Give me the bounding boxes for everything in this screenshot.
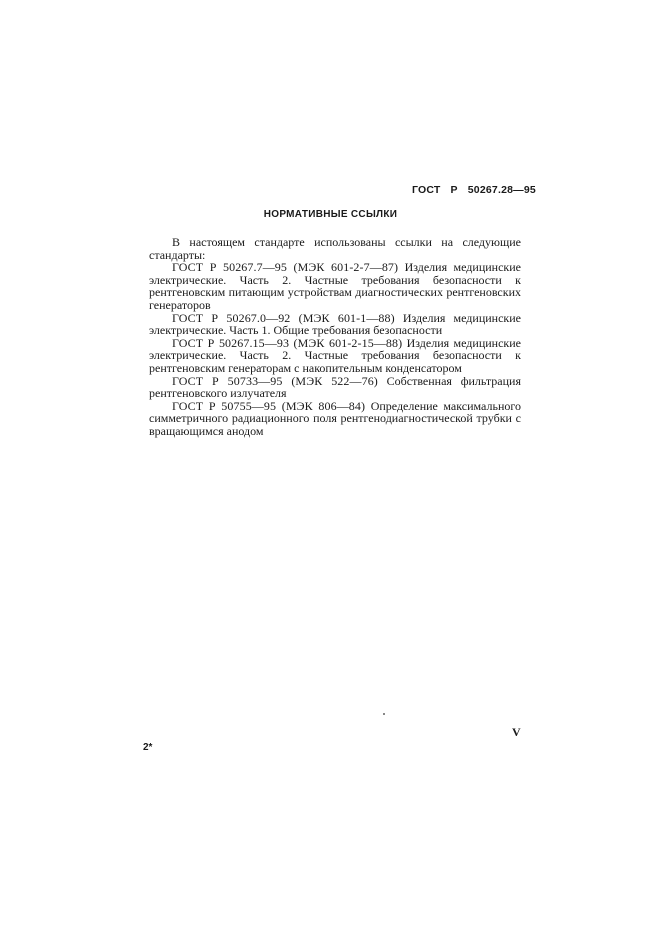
header-standard-number: 50267.28—95 — [467, 184, 536, 196]
reference-text: Изделия медицинские электрические. Часть 2. Частные требования безопасности к рентгеновским генераторам с накопительным конденсатором — [149, 335, 521, 375]
scan-speck — [383, 713, 385, 715]
reference-code: ГОСТ Р 50267.0—92 (МЭК 601-1—88) — [172, 310, 395, 325]
reference-code: ГОСТ Р 50755—95 (МЭК 806—84) — [172, 398, 366, 413]
reference-code: ГОСТ Р 50267.7—95 (МЭК 601-2-7—87) — [172, 260, 399, 275]
reference-item — [149, 261, 521, 311]
reference-text: Изделия медицинские электрические. Часть 1. Общие требования безопасности — [149, 310, 521, 338]
reference-item — [149, 375, 521, 400]
section-title: НОРМАТИВНЫЕ ССЫЛКИ — [263, 209, 398, 220]
reference-item — [149, 312, 521, 337]
intro-paragraph: В настоящем стандарте использованы ссылки на следующие стандарты: — [149, 235, 521, 262]
reference-text: Определение максимального симметричного радиационного поля рентгенодиагностической трубки с вращающимся анодом — [149, 398, 521, 438]
printer-signature-mark: 2* — [143, 742, 153, 753]
reference-item — [149, 400, 521, 438]
page-number: V — [512, 725, 521, 739]
header-r: Р — [450, 184, 458, 196]
reference-item — [149, 337, 521, 375]
reference-text: Изделия медицинские электрические. Часть 2. Частные требования безопасности к рентгеновским питающим устройствам диагностических рентгеновских генераторов — [149, 260, 521, 312]
header-gost: ГОСТ — [412, 184, 441, 196]
reference-text: Собственная фильтрация рентгеновского излучателя — [149, 373, 521, 401]
document-header — [412, 184, 536, 196]
references-body — [149, 236, 521, 438]
reference-code: ГОСТ Р 50733—95 (МЭК 522—76) — [172, 373, 378, 388]
reference-code: ГОСТ Р 50267.15—93 (МЭК 601-2-15—88) — [172, 335, 403, 350]
